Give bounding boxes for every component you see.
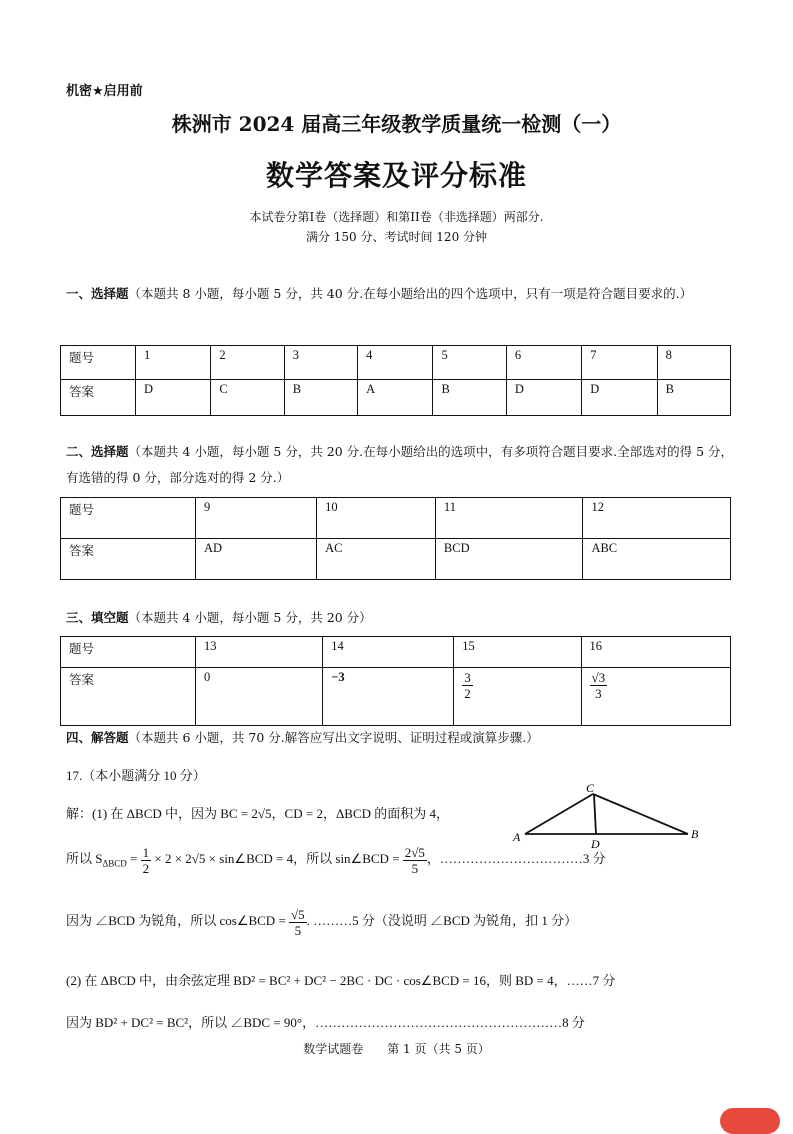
section3-intro — [66, 605, 736, 631]
answer-cell: AC — [317, 539, 436, 580]
question-number: 9 — [196, 498, 317, 539]
answer-cell: A — [358, 380, 433, 416]
question-number: 12 — [583, 498, 731, 539]
vertex-label-a: A — [513, 830, 521, 844]
exam-info-line-2: 满分 150 分、考试时间 120 分钟 — [305, 230, 488, 244]
section2-intro — [66, 439, 736, 491]
vertex-label-c: C — [586, 781, 595, 795]
question-number: 13 — [196, 637, 323, 668]
question-number: 6 — [506, 346, 581, 380]
table-row-label: 题号 — [61, 637, 196, 668]
question-number: 3 — [284, 346, 357, 380]
section3-desc: （本题共 4 小题，每小题 5 分，共 20 分） — [128, 610, 372, 625]
section1-intro — [66, 281, 736, 307]
table-row-label: 答案 — [61, 668, 196, 726]
answer-cell: 0 — [196, 668, 323, 726]
fraction: $\frac{√3}{3}$ — [591, 670, 606, 701]
vertex-label-b: B — [691, 827, 699, 841]
section1-answer-table — [60, 345, 731, 416]
table-row-label: 题号 — [61, 498, 196, 539]
question-number: 16 — [581, 637, 730, 668]
page-footer: 数学试题卷 第 1 页（共 5 页） — [303, 1042, 490, 1056]
section3-heading: 三、填空题 — [66, 610, 129, 625]
section2-answer-table — [60, 497, 731, 580]
question-number: 2 — [211, 346, 284, 380]
answer-cell: B — [284, 380, 357, 416]
section2-heading: 二、选择题 — [66, 444, 129, 459]
vertex-label-d: D — [591, 837, 600, 851]
question-number: 15 — [454, 637, 581, 668]
table-row-label: 答案 — [61, 380, 136, 416]
answer-cell: ABC — [583, 539, 731, 580]
segment-cb — [593, 794, 688, 834]
problem-title: 17.（本小题满分 10 分） — [66, 768, 206, 783]
question-number: 10 — [317, 498, 436, 539]
answer-cell — [581, 668, 730, 726]
section4-heading: 四、解答题 — [66, 730, 129, 745]
fraction: $\frac{3}{2}$ — [464, 670, 471, 701]
section4-intro — [66, 725, 736, 751]
question-number: 11 — [435, 498, 583, 539]
answer-cell: AD — [196, 539, 317, 580]
segment-cd — [594, 795, 596, 834]
question-number: 14 — [323, 637, 454, 668]
answer-cell: D — [582, 380, 657, 416]
answer-cell: B — [433, 380, 506, 416]
question-number: 4 — [358, 346, 433, 380]
fraction: $\frac{2√5}{5}$ — [404, 844, 425, 876]
table-row-label: 答案 — [61, 539, 196, 580]
question-number: 7 — [582, 346, 657, 380]
solution-line-3: 因为 ∠BCD 为锐角，所以 cos∠BCD = $\frac{√5}{5}$ . ………5 分（没说明 ∠BCD 为锐角，扣 1 分） — [66, 906, 578, 938]
solution-line-1: 解：(1) 在 ΔBCD 中，因为 BC = 2√5，CD = 2，ΔBCD 的面积为 4， — [66, 806, 450, 821]
table-row-label: 题号 — [61, 346, 136, 380]
answer-cell: BCD — [435, 539, 583, 580]
section4-desc: （本题共 6 小题，共 70 分.解答应写出文字说明、证明过程或演算步骤.） — [128, 730, 539, 745]
solution-line-2: 所以 $S_{\Delta BCD}$ = $\frac{1}{2}$ × 2 × 2√5 × sin∠BCD = 4，所以 sin∠BCD = $\frac{2√5}{5}$ ，……………………………3 分 — [66, 844, 606, 876]
question-number: 8 — [657, 346, 730, 380]
fraction: $\frac{1}{2}$ — [142, 844, 150, 876]
corner-badge — [720, 1108, 780, 1134]
page-title: 数学答案及评分标准 — [265, 159, 527, 192]
answer-cell: C — [211, 380, 284, 416]
section2-desc: （本题共 4 小题，每小题 5 分，共 20 分.在每小题给出的选项中，有多项符合题目要求.全部选对的得 5 分，有选错的得 0 分，部分选对的得 2 分.） — [66, 444, 734, 485]
solution-line-4: (2) 在 ΔBCD 中，由余弦定理 BD² = BC² + DC² − 2BC · DC · cos∠BCD = 16，则 BD = 4，……7 分 — [66, 973, 616, 988]
solution-line-5: 因为 BD² + DC² = BC²，所以 ∠BDC = 90°，…………………………………………………8 分 — [66, 1015, 585, 1030]
fraction: $\frac{√5}{5}$ — [291, 906, 305, 938]
answer-cell: D — [506, 380, 581, 416]
triangle-figure — [505, 778, 715, 853]
section3-answer-table — [60, 636, 731, 726]
section1-heading: 一、选择题 — [66, 286, 129, 301]
answer-cell: −3 — [323, 668, 454, 726]
exam-subtitle: 株洲市 2024 届高三年级教学质量统一检测（一） — [171, 112, 622, 136]
answer-cell — [454, 668, 581, 726]
question-number: 5 — [433, 346, 506, 380]
answer-cell: D — [136, 380, 211, 416]
section1-desc: （本题共 8 小题，每小题 5 分，共 40 分.在每小题给出的四个选项中，只有一项是符合题目要求的.） — [128, 286, 693, 301]
segment-ac — [525, 794, 593, 834]
confidential-label: 机密★启用前 — [66, 84, 143, 99]
answer-cell: B — [657, 380, 730, 416]
question-number: 1 — [136, 346, 211, 380]
exam-info-line-1: 本试卷分第I卷（选择题）和第II卷（非选择题）两部分. — [249, 210, 544, 224]
